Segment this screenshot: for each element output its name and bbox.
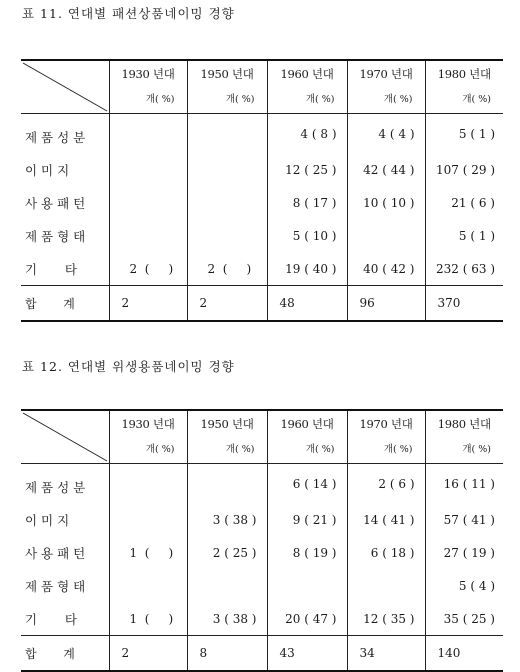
table-row — [21, 219, 503, 252]
table-cell: 6 ( 14 ) — [267, 464, 347, 504]
row-label: 제 품 형 태 — [25, 578, 86, 594]
total-label: 합 계 — [25, 296, 75, 311]
diagonal-divider — [21, 61, 109, 113]
table-cell — [187, 464, 267, 504]
table-total-row — [21, 286, 503, 322]
table-cell: 8 ( 17 ) — [267, 186, 347, 219]
table-cell: 3 ( 38 ) — [187, 602, 267, 636]
total-cell: 2 — [109, 286, 187, 322]
table-12-header-1970: 1970 년대 개( %) — [347, 410, 425, 464]
table-11-corner-cell — [21, 60, 109, 114]
row-label: 제 품 성 분 — [25, 479, 86, 495]
row-label: 이 미 지 — [25, 512, 70, 528]
table-total-row — [21, 636, 503, 672]
table-cell: 35 ( 25 ) — [425, 602, 503, 636]
total-cell: 2 — [109, 636, 187, 672]
table-cell — [109, 219, 187, 252]
table-row — [21, 153, 503, 186]
table-row — [21, 464, 503, 504]
table-cell: 1 ( ) — [109, 602, 187, 636]
table-row — [21, 503, 503, 536]
table-cell — [347, 219, 425, 252]
table-11-header-1970: 1970 년대 개( %) — [347, 60, 425, 114]
row-label: 사 용 패 턴 — [25, 545, 86, 561]
table-cell: 2 ( 25 ) — [187, 536, 267, 569]
total-cell: 140 — [425, 636, 503, 672]
table-11-header-1980: 1980 년대 개( %) — [425, 60, 503, 114]
row-label: 사 용 패 턴 — [25, 195, 86, 211]
table-cell: 3 ( 38 ) — [187, 503, 267, 536]
table-12-header-row — [21, 410, 503, 464]
table-11-header-row — [21, 60, 503, 114]
total-cell: 43 — [267, 636, 347, 672]
table-11-header-1960: 1960 년대 개( %) — [267, 60, 347, 114]
table-cell: 2 ( 6 ) — [347, 464, 425, 504]
table-cell: 27 ( 19 ) — [425, 536, 503, 569]
table-cell — [109, 186, 187, 219]
table-cell: 4 ( 8 ) — [267, 114, 347, 154]
table-cell: 8 ( 19 ) — [267, 536, 347, 569]
table-cell: 5 ( 1 ) — [425, 114, 503, 154]
table-cell: 2 ( ) — [187, 252, 267, 286]
table-12 — [21, 409, 503, 672]
table-cell: 232 ( 63 ) — [425, 252, 503, 286]
table-cell: 12 ( 25 ) — [267, 153, 347, 186]
table-row — [21, 602, 503, 636]
table-cell: 5 ( 1 ) — [425, 219, 503, 252]
table-12-header-1960: 1960 년대 개( %) — [267, 410, 347, 464]
table-cell — [267, 569, 347, 602]
table-12-corner-cell — [21, 410, 109, 464]
table-cell: 14 ( 41 ) — [347, 503, 425, 536]
total-cell: 370 — [425, 286, 503, 322]
table-11-header-1950: 1950 년대 개( %) — [187, 60, 267, 114]
table-cell: 5 ( 10 ) — [267, 219, 347, 252]
total-cell: 34 — [347, 636, 425, 672]
table-cell — [109, 464, 187, 504]
table-cell: 5 ( 4 ) — [425, 569, 503, 602]
table-cell: 6 ( 18 ) — [347, 536, 425, 569]
table-cell — [109, 503, 187, 536]
table-cell: 2 ( ) — [109, 252, 187, 286]
table-cell — [187, 186, 267, 219]
table-12-header-1930: 1930 년대 개( %) — [109, 410, 187, 464]
table-12-header-1950: 1950 년대 개( %) — [187, 410, 267, 464]
table-cell: 4 ( 4 ) — [347, 114, 425, 154]
table-cell — [187, 569, 267, 602]
table-cell: 21 ( 6 ) — [425, 186, 503, 219]
table-cell: 40 ( 42 ) — [347, 252, 425, 286]
diagonal-divider — [21, 411, 109, 463]
total-cell: 48 — [267, 286, 347, 322]
table-cell: 1 ( ) — [109, 536, 187, 569]
row-label: 기 타 — [25, 611, 77, 627]
table-cell — [187, 114, 267, 154]
table-cell: 42 ( 44 ) — [347, 153, 425, 186]
row-label: 제 품 형 태 — [25, 228, 86, 244]
table-cell: 10 ( 10 ) — [347, 186, 425, 219]
table-12-caption: 표 12. 연대별 위생용품네이밍 경향 — [22, 359, 235, 374]
table-cell: 20 ( 47 ) — [267, 602, 347, 636]
table-cell: 107 ( 29 ) — [425, 153, 503, 186]
table-row — [21, 186, 503, 219]
table-cell — [109, 114, 187, 154]
table-12-header-1980: 1980 년대 개( %) — [425, 410, 503, 464]
table-cell — [347, 569, 425, 602]
table-cell — [109, 569, 187, 602]
total-cell: 2 — [187, 286, 267, 322]
table-cell: 16 ( 11 ) — [425, 464, 503, 504]
row-label: 기 타 — [25, 261, 77, 277]
table-11 — [21, 59, 503, 322]
table-row — [21, 536, 503, 569]
table-cell: 57 ( 41 ) — [425, 503, 503, 536]
table-11-caption: 표 11. 연대별 패션상품네이밍 경향 — [22, 6, 235, 21]
table-row — [21, 569, 503, 602]
table-cell — [187, 153, 267, 186]
table-cell — [109, 153, 187, 186]
table-cell: 19 ( 40 ) — [267, 252, 347, 286]
row-label: 이 미 지 — [25, 162, 70, 178]
total-label: 합 계 — [25, 646, 75, 661]
table-row — [21, 114, 503, 154]
table-cell: 12 ( 35 ) — [347, 602, 425, 636]
table-cell: 9 ( 21 ) — [267, 503, 347, 536]
table-11-header-1930: 1930 년대 개( %) — [109, 60, 187, 114]
total-cell: 96 — [347, 286, 425, 322]
row-label: 제 품 성 분 — [25, 129, 86, 145]
table-cell — [187, 219, 267, 252]
total-cell: 8 — [187, 636, 267, 672]
table-row — [21, 252, 503, 286]
